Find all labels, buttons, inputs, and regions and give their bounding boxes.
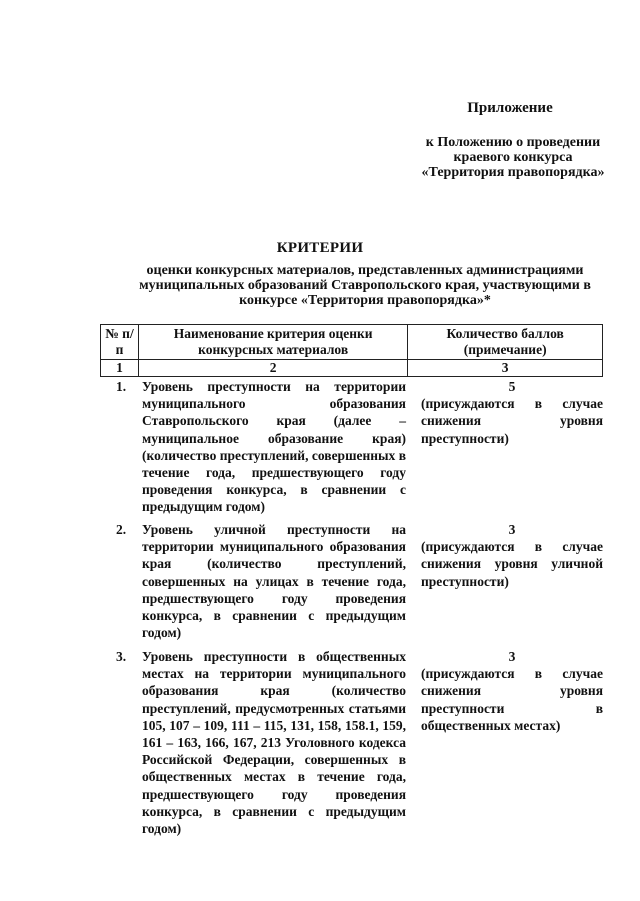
index-cell-2: 2: [138, 360, 407, 377]
criteria-row: [100, 378, 603, 516]
criterion-name: Уровень уличной преступности на территории муниципального образования края (количество преступлений, совершенных на улицах в течение года, предшествующего году проведения конкурса, в сравнении с предыдущим годом): [142, 522, 406, 641]
row-number: 2.: [115, 522, 127, 537]
criterion-score: [421, 378, 603, 516]
header-score: Количество баллов (примечание): [408, 325, 603, 360]
criterion-name: Уровень преступности на территории муниципального образования Ставропольского края (далее – муниципальное образование края) (количество преступлений, совершенных в течение года, предшествующего году проведения конкурса, в сравнении с предыдущим годом): [142, 379, 406, 515]
criteria-row: [100, 521, 603, 641]
header-row: [101, 325, 603, 360]
document-heading: КРИТЕРИИ: [276, 240, 364, 256]
row-number: 3.: [115, 649, 127, 664]
criterion-note: (присуждаются в случае снижения уровня преступности): [421, 396, 603, 446]
header-num: № п/п: [101, 325, 139, 360]
criterion-note: (присуждаются в случае снижения уровня преступности в общественных местах): [421, 666, 603, 733]
criterion-points: 3: [508, 522, 516, 537]
appendix-title: Приложение: [467, 100, 553, 116]
criteria-table-header: [100, 324, 603, 377]
criterion-score: [421, 648, 603, 837]
criterion-points: 5: [508, 379, 516, 394]
index-cell-3: 3: [408, 360, 603, 377]
criterion-name: Уровень преступности в общественных местах на территории муниципального образования края (количество преступлений, предусмотренных статьями 105, 107 – 109, 111 – 115, 131, 158, 158.1, 159, 161 – 163, 166, 167, 213 Уголовного кодекса Российской Федерации, совершенных в общественных местах в течение года, предшествующего году проведения конкурса, в сравнении с предыдущим годом): [142, 649, 406, 837]
criterion-points: 3: [508, 649, 516, 664]
appendix-reference: к Положению о проведении краевого конкурса «Территория правопорядка»: [421, 135, 605, 180]
row-number: 1.: [115, 379, 127, 394]
document-subheading: оценки конкурсных материалов, представленных администрациями муниципальных образований Ставропольского края, участвующими в конкурсе «Территория правопорядка»*: [139, 263, 591, 308]
index-cell-1: 1: [101, 360, 139, 377]
criterion-score: [421, 521, 603, 641]
header-name: Наименование критерия оценки конкурсных материалов: [138, 325, 407, 360]
criterion-note: (присуждаются в случае снижения уровня уличной преступности): [421, 539, 603, 589]
index-row: [101, 360, 603, 377]
criteria-row: [100, 648, 603, 837]
